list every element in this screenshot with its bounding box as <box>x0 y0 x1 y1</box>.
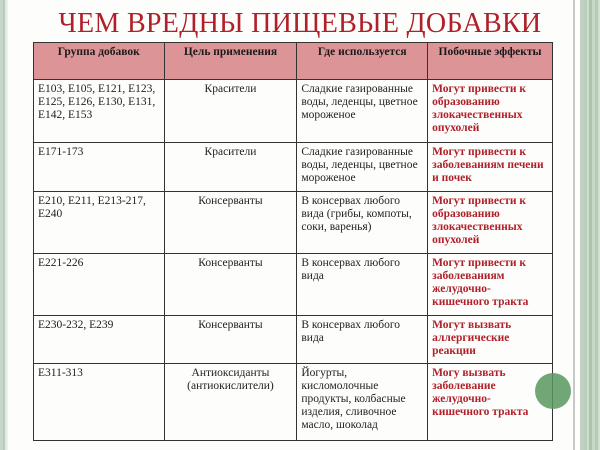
cell-purpose: Антиоксиданты (антиокислители) <box>164 364 297 441</box>
cell-purpose: Консерванты <box>164 192 297 254</box>
cell-effects: Могут привести к образованию злокачественных опухолей <box>428 80 553 143</box>
cell-effects: Могут привести к образованию злокачественных опухолей <box>428 192 553 254</box>
table-row <box>34 143 553 192</box>
table-row <box>34 316 553 364</box>
right-decorative-stripe <box>570 0 600 450</box>
cell-effects: Могут вызвать аллергические реакции <box>428 316 553 364</box>
header-purpose: Цель применения <box>164 43 297 80</box>
cell-effects: Могу вызвать заболевание желудочно-кишечного тракта <box>428 364 553 441</box>
left-decorative-stripe <box>0 0 8 450</box>
cell-purpose: Консерванты <box>164 254 297 316</box>
header-group: Группа добавок <box>34 43 165 80</box>
cell-usage: Сладкие газированные воды, леденцы, цветное мороженое <box>297 80 428 143</box>
decorative-green-circle <box>535 373 571 409</box>
food-additives-table <box>33 42 553 441</box>
cell-group: Е230-232, Е239 <box>34 316 165 364</box>
cell-group: Е311-313 <box>34 364 165 441</box>
cell-usage: В консервах любого вида <box>297 316 428 364</box>
cell-usage: Йогурты, кисломолочные продукты, колбасные изделия, сливочное масло, шоколад <box>297 364 428 441</box>
table-row <box>34 364 553 441</box>
cell-effects: Могут привести к заболеваниям печени и почек <box>428 143 553 192</box>
cell-effects: Могут привести к заболеваниям желудочно-кишечного тракта <box>428 254 553 316</box>
header-effects: Побочные эффекты <box>428 43 553 80</box>
cell-purpose: Красители <box>164 80 297 143</box>
cell-group: Е103, Е105, Е121, Е123, Е125, Е126, Е130, Е131, Е142, Е153 <box>34 80 165 143</box>
cell-usage: Сладкие газированные воды, леденцы, цветное мороженое <box>297 143 428 192</box>
cell-purpose: Консерванты <box>164 316 297 364</box>
table-row <box>34 80 553 143</box>
table-header-row <box>34 43 553 80</box>
cell-usage: В консервах любого вида <box>297 254 428 316</box>
page-title: ЧЕМ ВРЕДНЫ ПИЩЕВЫЕ ДОБАВКИ <box>58 8 542 39</box>
cell-usage: В консервах любого вида (грибы, компоты, соки, варенья) <box>297 192 428 254</box>
cell-group: Е171-173 <box>34 143 165 192</box>
table-row <box>34 254 553 316</box>
cell-purpose: Красители <box>164 143 297 192</box>
cell-group: Е221-226 <box>34 254 165 316</box>
header-usage: Где используется <box>297 43 428 80</box>
table-row <box>34 192 553 254</box>
cell-group: Е210, Е211, Е213-217, Е240 <box>34 192 165 254</box>
